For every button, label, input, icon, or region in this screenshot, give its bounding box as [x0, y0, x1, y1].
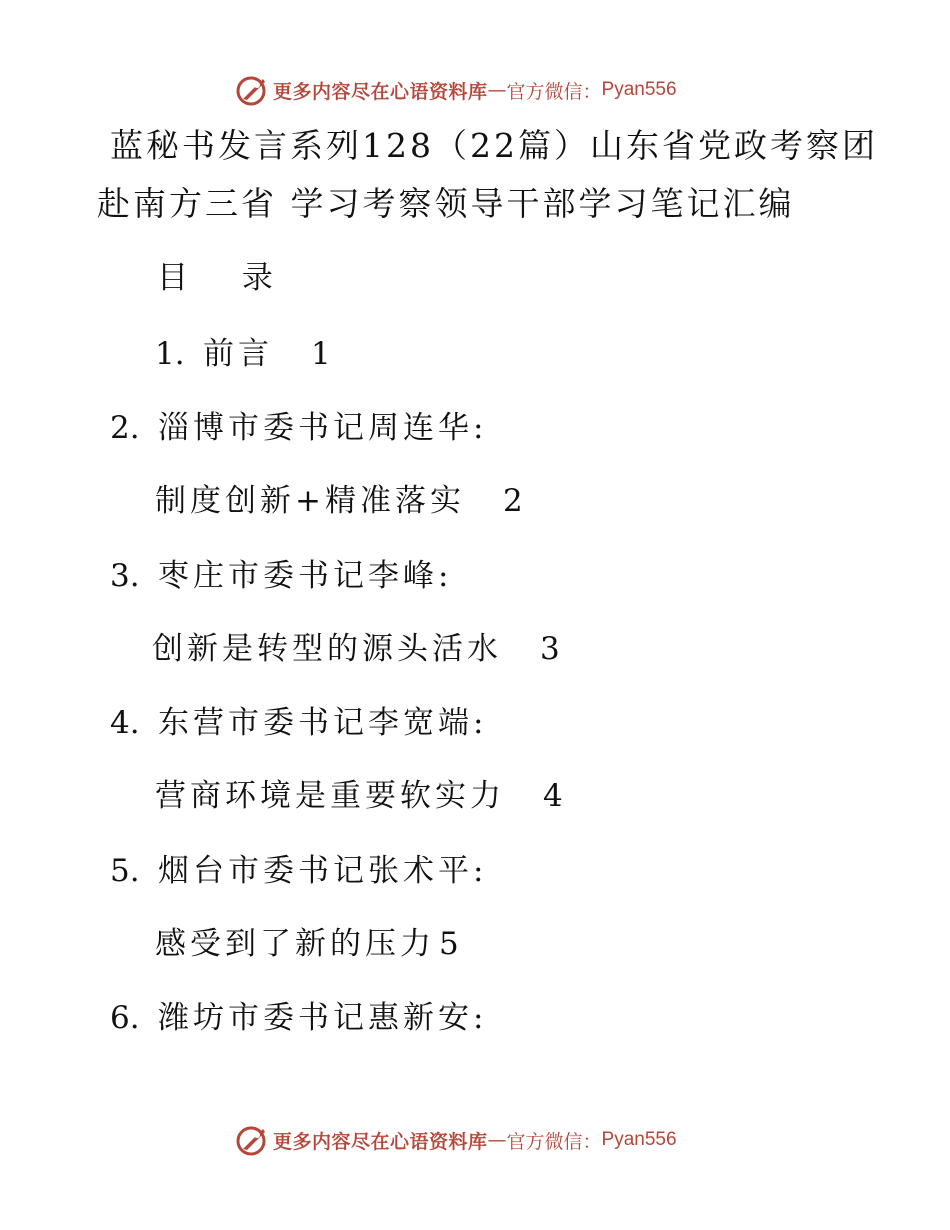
toc-item-subtitle: 感受到了新的压力 [155, 926, 435, 962]
toc-item-number: 1. [155, 336, 185, 372]
watermark-text: 更多内容尽在心语资料库 [273, 1130, 488, 1153]
toc-item-5 [110, 851, 487, 891]
toc-item-page: 5 [439, 926, 459, 962]
document-title-line-1: 蓝秘书发言系列128（22篇）山东省党政考察团 [110, 126, 878, 165]
toc-item-number: 4. [110, 705, 140, 741]
toc-item-title: 东营市委书记李宽端: [158, 705, 488, 741]
watermark-wechat-label: 官方微信： [506, 1130, 602, 1153]
toc-item-page: 1 [311, 336, 331, 372]
toc-item-5-subtitle-row [155, 924, 459, 964]
watermark-dash: — [487, 1129, 507, 1151]
toc-item-3-subtitle-row [152, 629, 560, 669]
toc-item-number: 2. [110, 410, 140, 446]
toc-item-subtitle: 营商环境是重要软实力 [155, 778, 505, 814]
toc-item-number: 5. [110, 853, 140, 889]
toc-item-page: 4 [543, 778, 563, 814]
toc-item-number: 3. [110, 558, 140, 594]
watermark-wechat-id: Pyan556 [601, 79, 677, 100]
toc-item-1 [155, 334, 331, 374]
toc-heading: 目 录 [157, 260, 295, 296]
toc-item-title: 枣庄市委书记李峰: [158, 558, 453, 594]
toc-item-title: 烟台市委书记张术平: [158, 853, 488, 889]
toc-item-3 [110, 556, 452, 596]
toc-item-4 [110, 703, 487, 743]
toc-item-subtitle: 制度创新+精准落实 [155, 483, 465, 519]
toc-item-page: 2 [502, 483, 523, 519]
toc-item-subtitle: 创新是转型的源头活水 [152, 631, 502, 667]
toc-item-number: 6. [110, 1000, 140, 1036]
header-watermark [235, 72, 677, 108]
footer-watermark [235, 1122, 677, 1158]
toc-item-6 [110, 998, 487, 1038]
document-title-line-2: 赴南方三省 学习考察领导干部学习笔记汇编 [97, 184, 795, 223]
toc-item-title: 潍坊市委书记惠新安: [158, 1000, 488, 1036]
toc-item-4-subtitle-row [155, 776, 563, 816]
watermark-dash: — [487, 79, 507, 101]
toc-item-title: 淄博市委书记周连华: [158, 410, 488, 446]
quill-logo-icon [235, 73, 269, 107]
toc-item-2 [110, 408, 487, 448]
toc-item-2-subtitle-row [155, 481, 523, 521]
toc-item-title: 前言 [203, 336, 273, 372]
quill-logo-icon [235, 1123, 269, 1157]
toc-item-page: 3 [540, 631, 560, 667]
watermark-wechat-id: Pyan556 [601, 1129, 677, 1150]
watermark-text: 更多内容尽在心语资料库 [273, 80, 488, 103]
watermark-wechat-label: 官方微信： [506, 80, 602, 103]
